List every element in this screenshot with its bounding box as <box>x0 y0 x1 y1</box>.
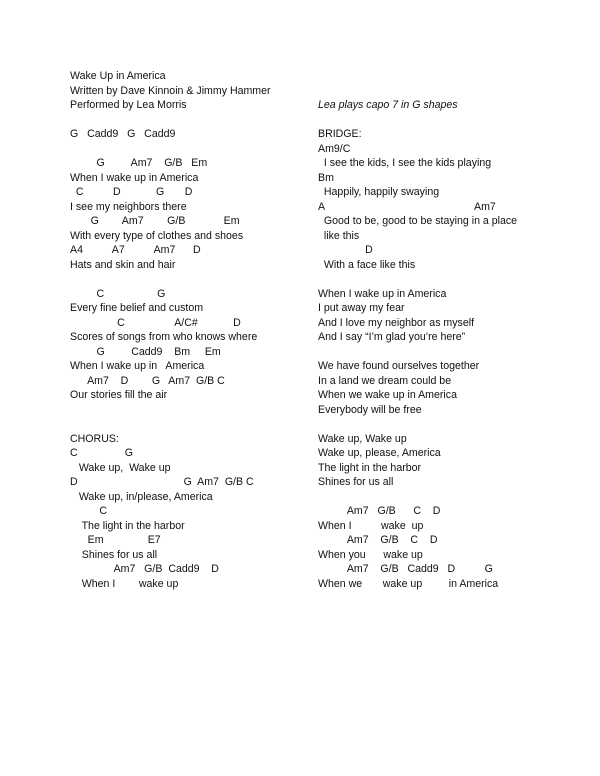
chord-line: C G <box>70 447 133 459</box>
lyric-line: Every fine belief and custom <box>70 302 204 314</box>
song-title: Wake Up in America <box>70 70 166 82</box>
lyric-line: Scores of songs from who knows where <box>70 331 258 343</box>
lyric-line: The light in the harbor <box>318 461 422 474</box>
spacer <box>318 113 548 128</box>
spacer <box>70 417 300 432</box>
chord-line: Bm <box>318 171 334 184</box>
lyric-line: When we wake up in America <box>318 389 457 401</box>
lyric-line: In a land we dream could be <box>318 374 452 387</box>
chord-line: C <box>70 505 108 517</box>
left-column <box>70 69 300 591</box>
bridge-heading: BRIDGE: <box>318 128 362 140</box>
lyric-line: Wake up, Wake up <box>70 461 171 474</box>
lyric-line: I see the kids, I see the kids playing <box>318 157 492 169</box>
chord-line: G Am7 G/B Em <box>70 157 208 169</box>
lyric-line: When I wake up in America <box>70 171 199 184</box>
chord-line: D <box>318 244 373 256</box>
lyric-line: Shines for us all <box>70 548 158 561</box>
lyric-line: When I wake up <box>70 577 179 590</box>
chord-line: A Am7 <box>318 200 496 213</box>
spacer <box>70 272 300 287</box>
intro-chords: G Cadd9 G Cadd9 <box>70 128 176 140</box>
lyric-line: Our stories fill the air <box>70 389 168 401</box>
chord-line: Am9/C <box>318 142 351 155</box>
chord-line: Em E7 <box>70 534 161 546</box>
chord-line: G Am7 G/B Em <box>70 215 240 227</box>
lyric-line: I see my neighbors there <box>70 200 187 213</box>
chord-line: Am7 D G Am7 G/B C <box>70 374 225 387</box>
spacer <box>318 417 548 432</box>
lyric-line: When I wake up in America <box>318 287 447 300</box>
chorus-heading: CHORUS: <box>70 432 119 445</box>
writer-credit: Written by Dave Kinnoin & Jimmy Hammer <box>70 84 271 97</box>
lyric-line: The light in the harbor <box>70 519 185 532</box>
lyric-line: Everybody will be free <box>318 403 422 416</box>
lyric-line: Wake up, please, America <box>318 447 441 459</box>
spacer <box>318 345 548 360</box>
lyric-line: Hats and skin and hair <box>70 258 176 271</box>
lyric-line: We have found ourselves together <box>318 360 480 372</box>
chord-line: C A/C# D <box>70 316 241 329</box>
spacer <box>318 84 548 99</box>
lyric-line: And I love my neighbor as myself <box>318 316 475 329</box>
lyric-line: Wake up, Wake up <box>318 432 407 445</box>
spacer <box>318 272 548 287</box>
spacer <box>318 69 548 84</box>
spacer <box>70 113 300 128</box>
lyric-line: Shines for us all <box>318 476 394 488</box>
chord-line: D G Am7 G/B C <box>70 476 254 488</box>
lyric-line: like this <box>318 229 360 242</box>
lyric-line: I put away my fear <box>318 302 405 314</box>
chord-line: C D G D <box>70 186 193 198</box>
lyric-line: When I wake up <box>318 519 424 532</box>
lyric-line: With a face like this <box>318 258 416 271</box>
chord-line: C G <box>70 287 166 300</box>
lyric-line: And I say “I’m glad you’re here” <box>318 331 466 343</box>
capo-note: Lea plays capo 7 in G shapes <box>318 99 458 111</box>
chord-line: Am7 G/B Cadd9 D G <box>318 563 493 575</box>
chord-line: G Cadd9 Bm Em <box>70 345 221 358</box>
lyric-line: When I wake up in America <box>70 360 205 372</box>
spacer <box>70 142 300 157</box>
performer-credit: Performed by Lea Morris <box>70 99 187 111</box>
lyric-line: When you wake up <box>318 548 423 561</box>
spacer <box>318 490 548 505</box>
right-column <box>318 69 548 591</box>
chord-line: Am7 G/B C D <box>318 505 441 517</box>
chord-line: Am7 G/B C D <box>318 534 438 546</box>
chord-line: Am7 G/B Cadd9 D <box>70 563 219 575</box>
lyric-line: Good to be, good to be staying in a place <box>318 215 518 227</box>
lyric-line: When we wake up in America <box>318 577 499 590</box>
lyric-line: Happily, happily swaying <box>318 186 440 198</box>
lyric-line: With every type of clothes and shoes <box>70 229 244 242</box>
chord-line: A4 A7 Am7 D <box>70 244 201 256</box>
spacer <box>70 403 300 418</box>
lyric-line: Wake up, in/please, America <box>70 490 213 503</box>
